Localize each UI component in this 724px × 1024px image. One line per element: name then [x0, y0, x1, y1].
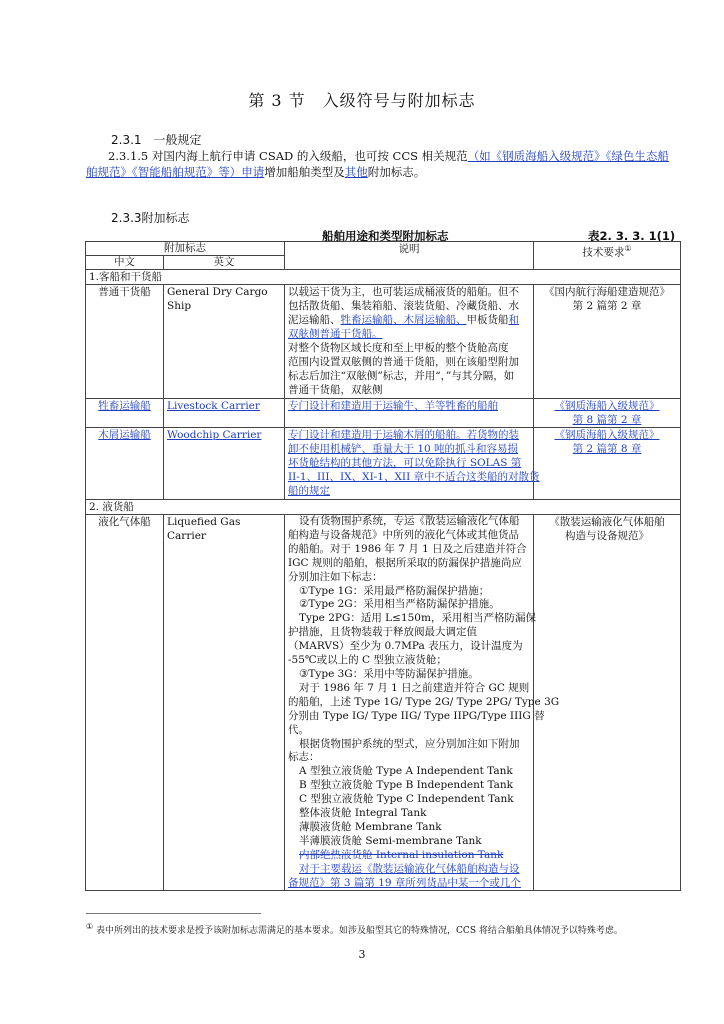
desc-line: 半薄膜液货舱 Semi-membrane Tank: [299, 834, 482, 847]
header-desc: 说明: [285, 242, 534, 270]
req-line: 第 2 篇第 2 章: [572, 300, 642, 312]
desc-text: 泥运输船、: [288, 314, 341, 326]
cell-cn: 液化气体船: [86, 515, 164, 891]
cell-desc: [285, 285, 534, 399]
page-number: 3: [358, 948, 366, 961]
paragraph-2-3-1-5: [86, 148, 676, 180]
table-row: [86, 515, 681, 891]
paragraph-text-mid: 增加船舶类型及: [264, 165, 345, 179]
cell-desc: 专门设计和建造用于运输牛、羊等牲畜的船舶: [285, 399, 534, 428]
desc-line: ②Type 2G：采用相当严格防漏保护措施。: [299, 598, 500, 611]
footnote: [86, 922, 623, 936]
table-row: [86, 428, 681, 500]
cell-en: General Dry Cargo Ship: [164, 285, 285, 399]
table-number: 表2. 3. 3. 1(1): [588, 229, 676, 243]
desc-line: B 型独立液货舱 Type B Independent Tank: [299, 779, 514, 792]
cell-req: [534, 399, 681, 428]
desc-line-revision: 备规范》第 3 篇第 19 章所列货品中某一个或几个: [288, 876, 521, 889]
req-line: 《钢质海船入级规范》: [554, 400, 660, 412]
section-label-2: 2. 液货船: [86, 500, 681, 515]
desc-line: 范围内设置双舷侧的普通干货船，则在该船型附加: [288, 356, 519, 368]
req-line: 《散装运输液化气体船舶: [549, 516, 665, 528]
paragraph-text-start: 2.3.1.5 对国内海上航行申请 CSAD 的入级船，也可按 CCS 相关规范: [108, 149, 468, 163]
desc-line: 的船舶。对于 1986 年 7 月 1 日及之后建造并符合: [288, 542, 527, 555]
desc-line: 专门设计和建造用于运输木屑的船舶。若货物的装: [288, 429, 519, 441]
cell-cn: 普通干货船: [86, 285, 164, 399]
desc-line: 对于 1986 年 7 月 1 日之前建造并符合 GC 规则: [299, 681, 530, 694]
desc-line: ①Type 1G：采用最严格防漏保护措施；: [299, 584, 490, 597]
cell-en: Woodchip Carrier: [164, 428, 285, 500]
desc-line: 包括散货船、集装箱船、滚装货船、冷藏货船、水: [288, 300, 519, 312]
footnote-text: 表中所列出的技术要求是授予该附加标志需满足的基本要求。如涉及船型其它的特殊情况，CCS 将结合船舶具体情况予以特殊考虑。: [96, 926, 623, 936]
desc-line: （MARVS）至少为 0.7MPa 表压力，设计温度为: [288, 640, 523, 653]
header-req: [534, 242, 681, 270]
desc-line: 标志：: [288, 751, 320, 764]
req-line: 构造与设备规范》: [565, 530, 649, 542]
desc-line: 的船舶，上述 Type 1G/ Type 2G/ Type 2PG/ Type 3G: [288, 695, 560, 708]
desc-line: C 型独立液货舱 Type C Independent Tank: [299, 793, 514, 806]
section-label-1: 1.客船和干货船: [86, 270, 681, 285]
desc-line: 护措施，且货物装载于释放阀最大调定值: [288, 626, 477, 639]
page-title: 第 3 节 入级符号与附加标志: [248, 91, 476, 110]
header-cn: 中文: [86, 256, 164, 270]
desc-text: 甲板货船: [466, 314, 509, 326]
table-header-row: [86, 242, 681, 256]
desc-line: 代。: [288, 723, 309, 736]
desc-line: IGC 规则的船舶，根据所采取的防漏保护措施尚应: [288, 556, 522, 569]
desc-line: 双舷侧普通干货船。: [288, 328, 383, 340]
desc-line: [288, 313, 530, 327]
desc-line: 分别由 Type IG/ Type IIG/ Type IIPG/Type IIIG 替: [288, 709, 545, 722]
desc-line: 薄膜液货舱 Membrane Tank: [299, 820, 442, 833]
cell-req: [534, 285, 681, 399]
desc-line: 设有货物围护系统，专运《散装运输液化气体船: [299, 515, 520, 527]
desc-line: 分别加注如下标志：: [288, 570, 383, 583]
req-line: 第 8 篇第 2 章: [572, 414, 642, 426]
desc-line-revision: 对于主要载运《散装运输液化气体船舶构造与设: [299, 862, 520, 875]
cell-en: Livestock Carrier: [164, 399, 285, 428]
req-line: 第 2 篇第 8 章: [572, 443, 642, 455]
cell-desc: [285, 428, 540, 500]
cell-desc: [285, 515, 560, 891]
cell-req: [534, 428, 681, 500]
footnote-mark: ①: [86, 922, 94, 931]
table-row: [86, 285, 681, 399]
paragraph-text-end: 附加标志。: [367, 165, 426, 179]
desc-line: 普通干货船，双舷侧: [288, 384, 383, 396]
cell-cn: 木屑运输船: [86, 428, 164, 500]
paragraph-revision-blue-1: （如《钢质海船入级规范》《绿色生态船舶规范》《智能船舶规范》等）申请: [86, 149, 669, 179]
req-line: 《钢质海船入级规范》: [554, 429, 660, 441]
header-req-label: 技术要求: [582, 246, 625, 259]
cell-en: Liquefied Gas Carrier: [164, 515, 285, 891]
desc-line: 坏货舱结构的其他方法，可以免除执行 SOLAS 第: [288, 457, 522, 469]
desc-line: 整体液货舱 Integral Tank: [299, 807, 427, 820]
desc-line: ③Type 3G：采用中等防漏保护措施。: [299, 667, 479, 680]
notation-table: [85, 241, 681, 891]
desc-line: -55℃或以上的 C 型独立液货舱；: [288, 654, 447, 667]
desc-line-deleted: 内部绝热液货舱 Internal insulation Tank: [299, 848, 504, 861]
footnote-ref: ①: [624, 244, 632, 253]
desc-line: 卸不使用机械铲、重量大于 10 吨的抓斗和容易损: [288, 443, 519, 455]
desc-line: 以载运干货为主，也可装运成桶液货的船舶。但不: [288, 286, 519, 298]
section-heading-2-3-1: 2.3.1 一般规定: [111, 133, 202, 147]
table-caption: 船舶用途和类型附加标志: [322, 229, 449, 243]
desc-line: II-1、III、IX、XI-1、XII 章中不适合这类船的对散货: [288, 471, 540, 483]
desc-line: Type 2PG：适用 L≤150m，采用相当严格防漏保: [299, 612, 536, 625]
section-heading-2-3-3: 2.3.3附加标志: [111, 211, 190, 225]
section-row-1: [86, 270, 681, 285]
desc-revision: 和: [508, 314, 519, 326]
desc-line: A 型独立液货舱 Type A Independent Tank: [299, 765, 513, 778]
header-en: 英文: [164, 256, 285, 270]
desc-revision: 牲畜运输船、木屑运输船、: [340, 314, 467, 326]
section-row-2: [86, 500, 681, 515]
desc-line: 根据货物围护系统的型式，应分别加注如下附加: [299, 737, 520, 750]
req-line: 《国内航行海船建造规范》: [544, 286, 670, 298]
desc-line: 标志后加注“双舷侧”标志，并用“，”与其分隔，如: [288, 370, 515, 382]
table-row: [86, 399, 681, 428]
desc-line: 对整个货物区域长度和至上甲板的整个货舱高度: [288, 342, 509, 354]
cell-cn: 牲畜运输船: [86, 399, 164, 428]
footnote-divider: [86, 913, 261, 914]
desc-line: 舶构造与设备规范》中所列的液化气体或其他货品: [288, 528, 519, 541]
desc-line: 船的规定: [288, 485, 330, 497]
paragraph-revision-blue-2: 其他: [344, 165, 368, 179]
header-group: 附加标志: [86, 242, 285, 256]
